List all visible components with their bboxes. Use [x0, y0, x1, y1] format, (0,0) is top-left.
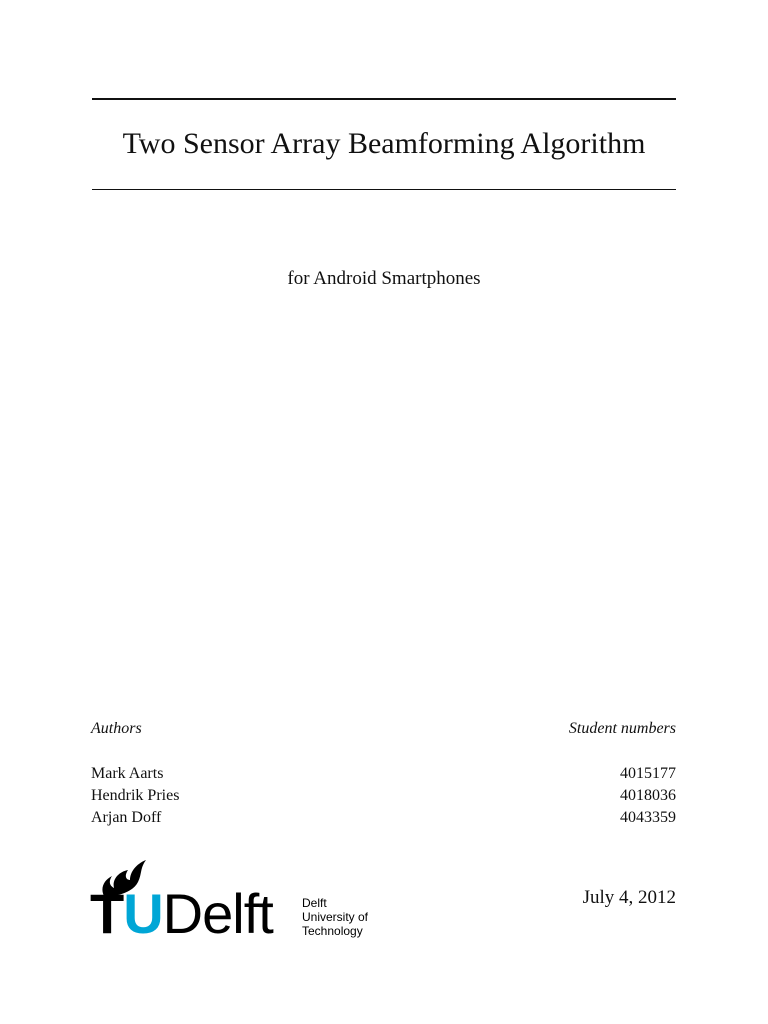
student-number: 4015177	[620, 765, 676, 782]
author-list	[91, 763, 179, 829]
document-date: July 4, 2012	[582, 887, 676, 908]
student-number: 4043359	[620, 809, 676, 826]
authors-heading: Authors	[91, 720, 142, 737]
student-number: 4018036	[620, 787, 676, 804]
logo-sub-line: University of	[302, 910, 369, 924]
logo-word-delft: Delft	[162, 882, 273, 945]
logo-letter-u: U	[123, 882, 163, 945]
logo-sub-line: Technology	[302, 924, 363, 938]
author-name: Hendrik Pries	[91, 787, 180, 804]
logo-sub-line: Delft	[302, 896, 327, 910]
bottom-rule	[92, 189, 676, 190]
logo-letter-t: T	[90, 882, 124, 945]
student-numbers-heading: Student numbers	[568, 720, 676, 737]
logo-subtitle	[302, 896, 368, 938]
top-rule	[92, 98, 676, 100]
author-name: Arjan Doff	[91, 809, 162, 826]
student-number-list	[620, 763, 676, 829]
tu-delft-logo	[90, 858, 390, 945]
document-subtitle: for Android Smartphones	[287, 268, 481, 289]
logo-wordmark	[90, 882, 273, 945]
author-name: Mark Aarts	[91, 765, 164, 782]
document-title: Two Sensor Array Beamforming Algorithm	[122, 127, 646, 160]
